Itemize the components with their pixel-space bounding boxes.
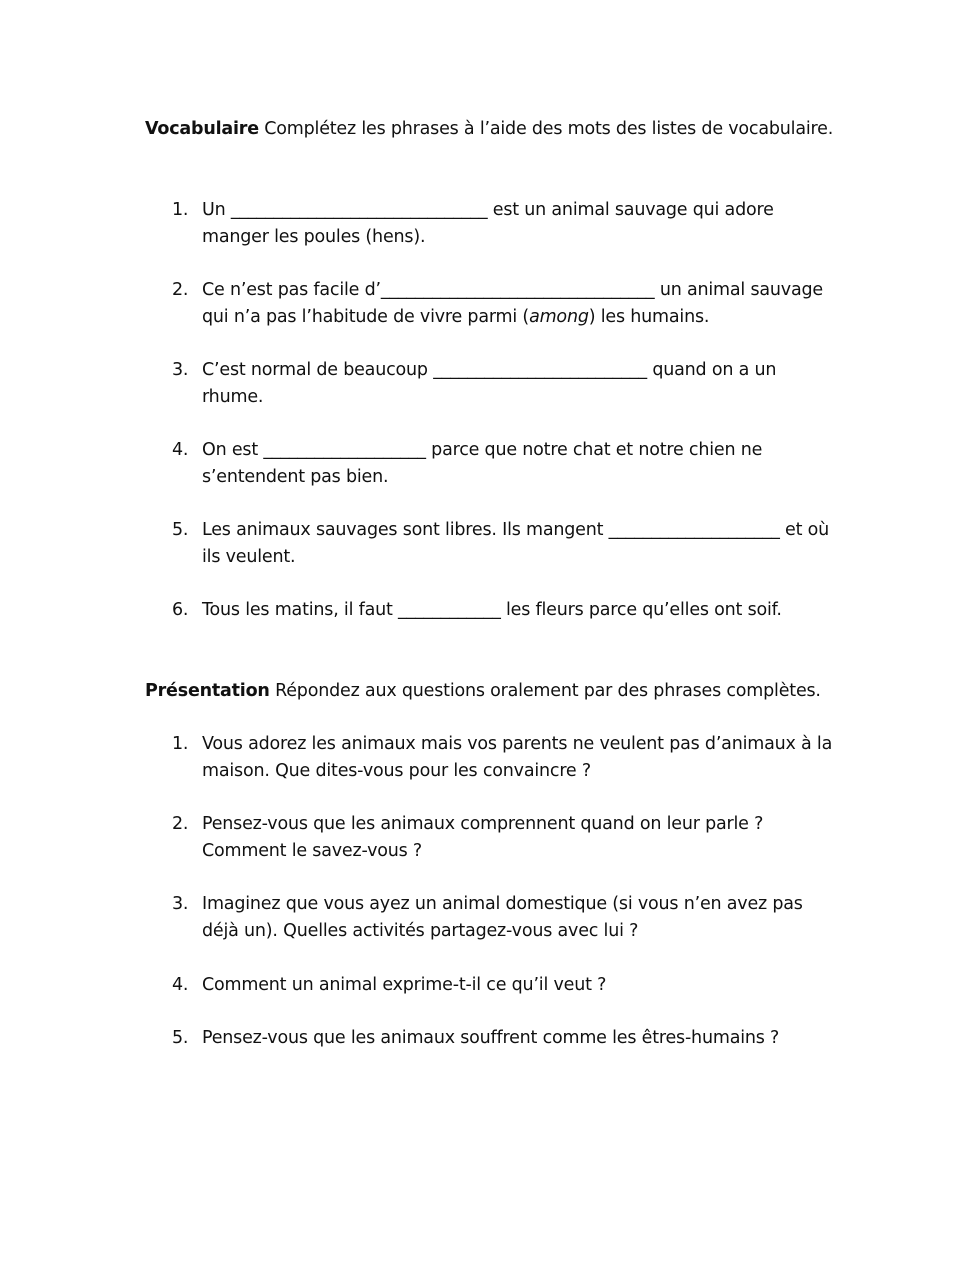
fill-in-blank[interactable]: ____________ — [398, 600, 501, 620]
presentation-instruction — [145, 678, 845, 705]
item-text — [202, 437, 842, 491]
item-text-after: les fleurs parce qu’elles ont soif. — [500, 600, 782, 620]
item-text-after: un animal sauvage qui n’a pas l’habitude de vivre parmi ( — [202, 280, 823, 327]
item-text-before: Tous les matins, il faut — [202, 600, 399, 620]
item-number: 3. — [172, 360, 189, 380]
item-text-after: est un animal sauvage qui adore manger les poules (hens). — [202, 200, 774, 247]
item-text: Imaginez que vous ayez un animal domestique (si vous n’en avez pas déjà un). Quelles activités partagez-vous avec lui ? — [202, 894, 803, 941]
item-number: 6. — [172, 600, 189, 620]
vocabulaire-instruction — [145, 116, 845, 143]
fill-in-blank[interactable]: ________________________________ — [380, 280, 655, 300]
item-number: 5. — [172, 520, 189, 540]
item-text-before: Un — [202, 200, 231, 220]
item-text — [202, 517, 842, 571]
item-text-end: ) les humains. — [588, 307, 710, 327]
item-text: Pensez-vous que les animaux souffrent comme les êtres-humains ? — [202, 1028, 780, 1048]
item-text-after: et où ils veulent. — [202, 520, 830, 567]
item-text-before: C’est normal de beaucoup — [202, 360, 434, 380]
item-number: 1. — [172, 734, 189, 754]
fill-in-blank[interactable]: ____________________ — [608, 520, 780, 540]
item-number: 3. — [172, 894, 189, 914]
item-number: 5. — [172, 1028, 189, 1048]
item-text — [202, 277, 842, 331]
item-text — [202, 357, 842, 411]
vocabulaire-label: Vocabulaire — [145, 119, 259, 139]
item-number: 1. — [172, 200, 189, 220]
presentation-label: Présentation — [145, 681, 270, 701]
item-italic-word: among — [529, 307, 589, 327]
item-number: 2. — [172, 814, 189, 834]
item-text-before: On est — [202, 440, 264, 460]
item-text — [202, 197, 842, 251]
item-text-after: quand on a un rhume. — [202, 360, 777, 407]
item-number: 2. — [172, 280, 189, 300]
vocabulaire-instruction-text: Complétez les phrases à l’aide des mots des listes de vocabulaire. — [258, 119, 834, 139]
presentation-instruction-text: Répondez aux questions oralement par des phrases complètes. — [269, 681, 821, 701]
item-number: 4. — [172, 975, 189, 995]
item-text: Comment un animal exprime-t-il ce qu’il veut ? — [202, 975, 607, 995]
item-text-before: Les animaux sauvages sont libres. Ils mangent — [202, 520, 609, 540]
item-text-after: parce que notre chat et notre chien ne s’entendent pas bien. — [202, 440, 763, 487]
item-text — [202, 597, 842, 624]
fill-in-blank[interactable]: ___________________ — [263, 440, 426, 460]
item-text: Pensez-vous que les animaux comprennent quand on leur parle ? Comment le savez-vous ? — [202, 814, 764, 861]
fill-in-blank[interactable]: _________________________ — [433, 360, 647, 380]
item-text: Vous adorez les animaux mais vos parents ne veulent pas d’animaux à la maison. Que dites-vous pour les convaincre ? — [202, 734, 833, 781]
fill-in-blank[interactable]: ______________________________ — [230, 200, 488, 220]
item-text-before: Ce n’est pas facile d’ — [202, 280, 381, 300]
item-number: 4. — [172, 440, 189, 460]
